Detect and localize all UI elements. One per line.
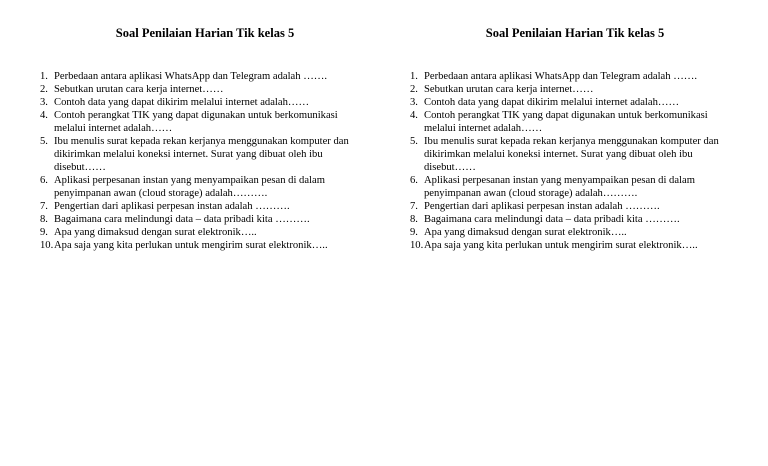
question-text: Apa saja yang kita perlukan untuk mengirim surat elektronik….. — [424, 240, 698, 251]
worksheet-right — [410, 24, 740, 252]
question-item — [410, 226, 740, 239]
question-item — [40, 200, 370, 213]
question-text: Contoh perangkat TIK yang dapat digunakan untuk berkomunikasi melalui internet adalah…… — [54, 110, 338, 134]
question-item — [410, 83, 740, 96]
question-item — [40, 70, 370, 83]
question-item — [410, 174, 740, 200]
question-number: 8. — [40, 214, 48, 225]
question-item — [40, 174, 370, 200]
question-item — [410, 109, 740, 135]
question-text: Bagaimana cara melindungi data – data pribadi kita ………. — [54, 214, 310, 225]
question-item — [40, 96, 370, 109]
question-number: 10. — [410, 240, 424, 251]
question-number: 5. — [40, 136, 48, 147]
question-text: Contoh data yang dapat dikirim melalui internet adalah…… — [424, 97, 680, 108]
question-item — [410, 239, 740, 252]
question-text: Apa yang dimaksud dengan surat elektronik….. — [424, 227, 627, 238]
question-number: 6. — [40, 175, 48, 186]
question-text: Aplikasi perpesanan instan yang menyampaikan pesan di dalam penyimpanan awan (cloud storage) adalah………. — [54, 175, 325, 199]
question-item — [40, 135, 370, 174]
question-number: 4. — [40, 110, 48, 121]
question-number: 1. — [40, 71, 48, 82]
question-number: 2. — [40, 84, 48, 95]
question-text: Ibu menulis surat kepada rekan kerjanya menggunakan komputer dan dikirimkan melalui koneksi internet. Surat yang dibuat oleh ibu disebut…… — [424, 136, 719, 173]
question-number: 9. — [410, 227, 418, 238]
question-text: Contoh perangkat TIK yang dapat digunakan untuk berkomunikasi melalui internet adalah…… — [424, 110, 708, 134]
worksheet-left — [40, 24, 370, 252]
question-number: 3. — [410, 97, 418, 108]
question-item — [410, 200, 740, 213]
question-text: Perbedaan antara aplikasi WhatsApp dan Telegram adalah ……. — [54, 71, 328, 82]
question-number: 10. — [40, 240, 54, 251]
question-item — [410, 70, 740, 83]
question-number: 6. — [410, 175, 418, 186]
question-text: Pengertian dari aplikasi perpesan instan adalah ………. — [424, 201, 660, 212]
question-number: 7. — [40, 201, 48, 212]
question-number: 9. — [40, 227, 48, 238]
page-title: Soal Penilaian Harian Tik kelas 5 — [485, 26, 665, 40]
question-list — [40, 70, 370, 252]
question-item — [40, 213, 370, 226]
question-text: Bagaimana cara melindungi data – data pribadi kita ………. — [424, 214, 680, 225]
question-number: 1. — [410, 71, 418, 82]
question-text: Ibu menulis surat kepada rekan kerjanya menggunakan komputer dan dikirimkan melalui koneksi internet. Surat yang dibuat oleh ibu disebut…… — [54, 136, 349, 173]
question-item — [40, 83, 370, 96]
question-list — [410, 70, 740, 252]
question-item — [40, 109, 370, 135]
question-text: Sebutkan urutan cara kerja internet…… — [54, 84, 224, 95]
question-number: 5. — [410, 136, 418, 147]
question-number: 7. — [410, 201, 418, 212]
question-text: Apa yang dimaksud dengan surat elektronik….. — [54, 227, 257, 238]
question-item — [410, 135, 740, 174]
question-item — [40, 239, 370, 252]
question-number: 4. — [410, 110, 418, 121]
question-text: Sebutkan urutan cara kerja internet…… — [424, 84, 594, 95]
question-text: Contoh data yang dapat dikirim melalui internet adalah…… — [54, 97, 310, 108]
question-item — [410, 96, 740, 109]
question-number: 2. — [410, 84, 418, 95]
question-item — [40, 226, 370, 239]
question-item — [410, 213, 740, 226]
question-number: 8. — [410, 214, 418, 225]
question-text: Pengertian dari aplikasi perpesan instan adalah ………. — [54, 201, 290, 212]
question-number: 3. — [40, 97, 48, 108]
question-text: Aplikasi perpesanan instan yang menyampaikan pesan di dalam penyimpanan awan (cloud storage) adalah………. — [424, 175, 695, 199]
question-text: Perbedaan antara aplikasi WhatsApp dan Telegram adalah ……. — [424, 71, 698, 82]
page-title: Soal Penilaian Harian Tik kelas 5 — [115, 26, 295, 40]
question-text: Apa saja yang kita perlukan untuk mengirim surat elektronik….. — [54, 240, 328, 251]
